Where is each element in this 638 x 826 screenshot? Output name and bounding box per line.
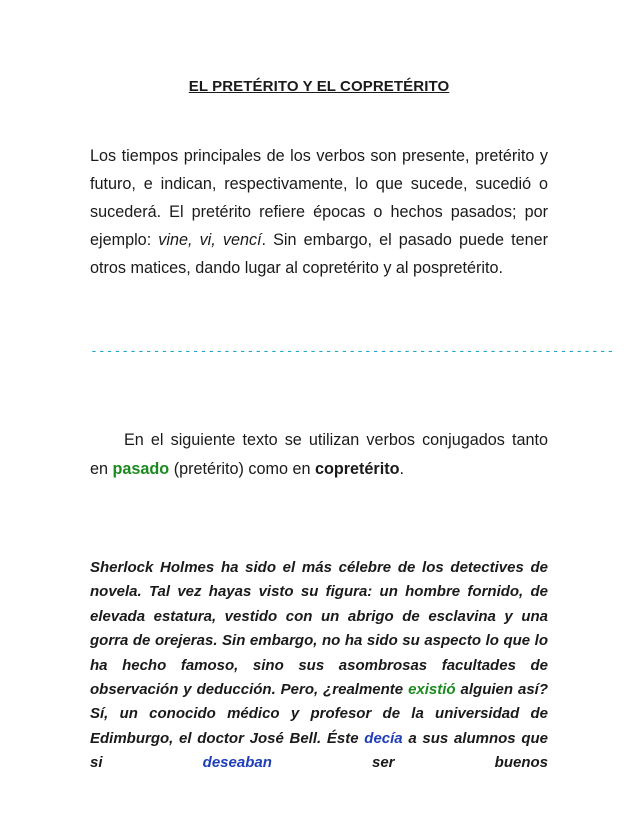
section-divider: ------------------------------------------------------------------- [90,344,615,359]
intro-text-part2: . Sin embargo, el pasado puede tener otros matices, dando lugar al copretérito y al pospretérito. [90,231,548,277]
verb-decia-highlight: decía [364,729,403,747]
lead-text-part2: (pretérito) como en [169,460,315,478]
excerpt-text-1: Sherlock Holmes ha sido el más célebre de los detectives de novela. Tal vez hayas visto su figura: un hombre fornido, de elevada estatura, vestido con un abrigo de esclavina y una gorra de orejeras. Sin embargo, no ha sido su aspecto lo que lo ha hecho famoso, sino sus asombrosas facultades de observación y deducción. Pero, ¿realmente [90,559,548,699]
lead-pasado-highlight: pasado [112,460,170,478]
intro-examples: vine, vi, vencí [158,231,262,249]
verb-existio-highlight: existió [408,681,456,699]
intro-text-part1: Los tiempos principales de los verbos son presente, pretérito y futuro, e indican, respectivamente, lo que sucede, sucedió o sucederá. El pretérito refiere épocas o hechos pasados; por ejemplo: [90,147,548,249]
excerpt-text-4: ser buenos [271,754,548,772]
lead-copreterito-highlight: copretérito [314,460,400,478]
lead-text-part1: En el siguiente texto se utilizan verbos conjugados tanto en [90,431,548,478]
excerpt-text-2: alguien así? Sí, un conocido médico y profesor de la universidad de Edimburgo, el doctor José Bell. Éste [90,681,548,747]
lead-paragraph [90,426,548,484]
page-title: EL PRETÉRITO Y EL COPRETÉRITO [188,78,450,95]
excerpt-paragraph [90,556,548,776]
excerpt-text-3: a sus alumnos que si [90,729,548,772]
verb-deseaban-highlight: deseaban [202,754,272,772]
intro-paragraph [90,142,548,282]
lead-text-part3: . [399,460,405,478]
